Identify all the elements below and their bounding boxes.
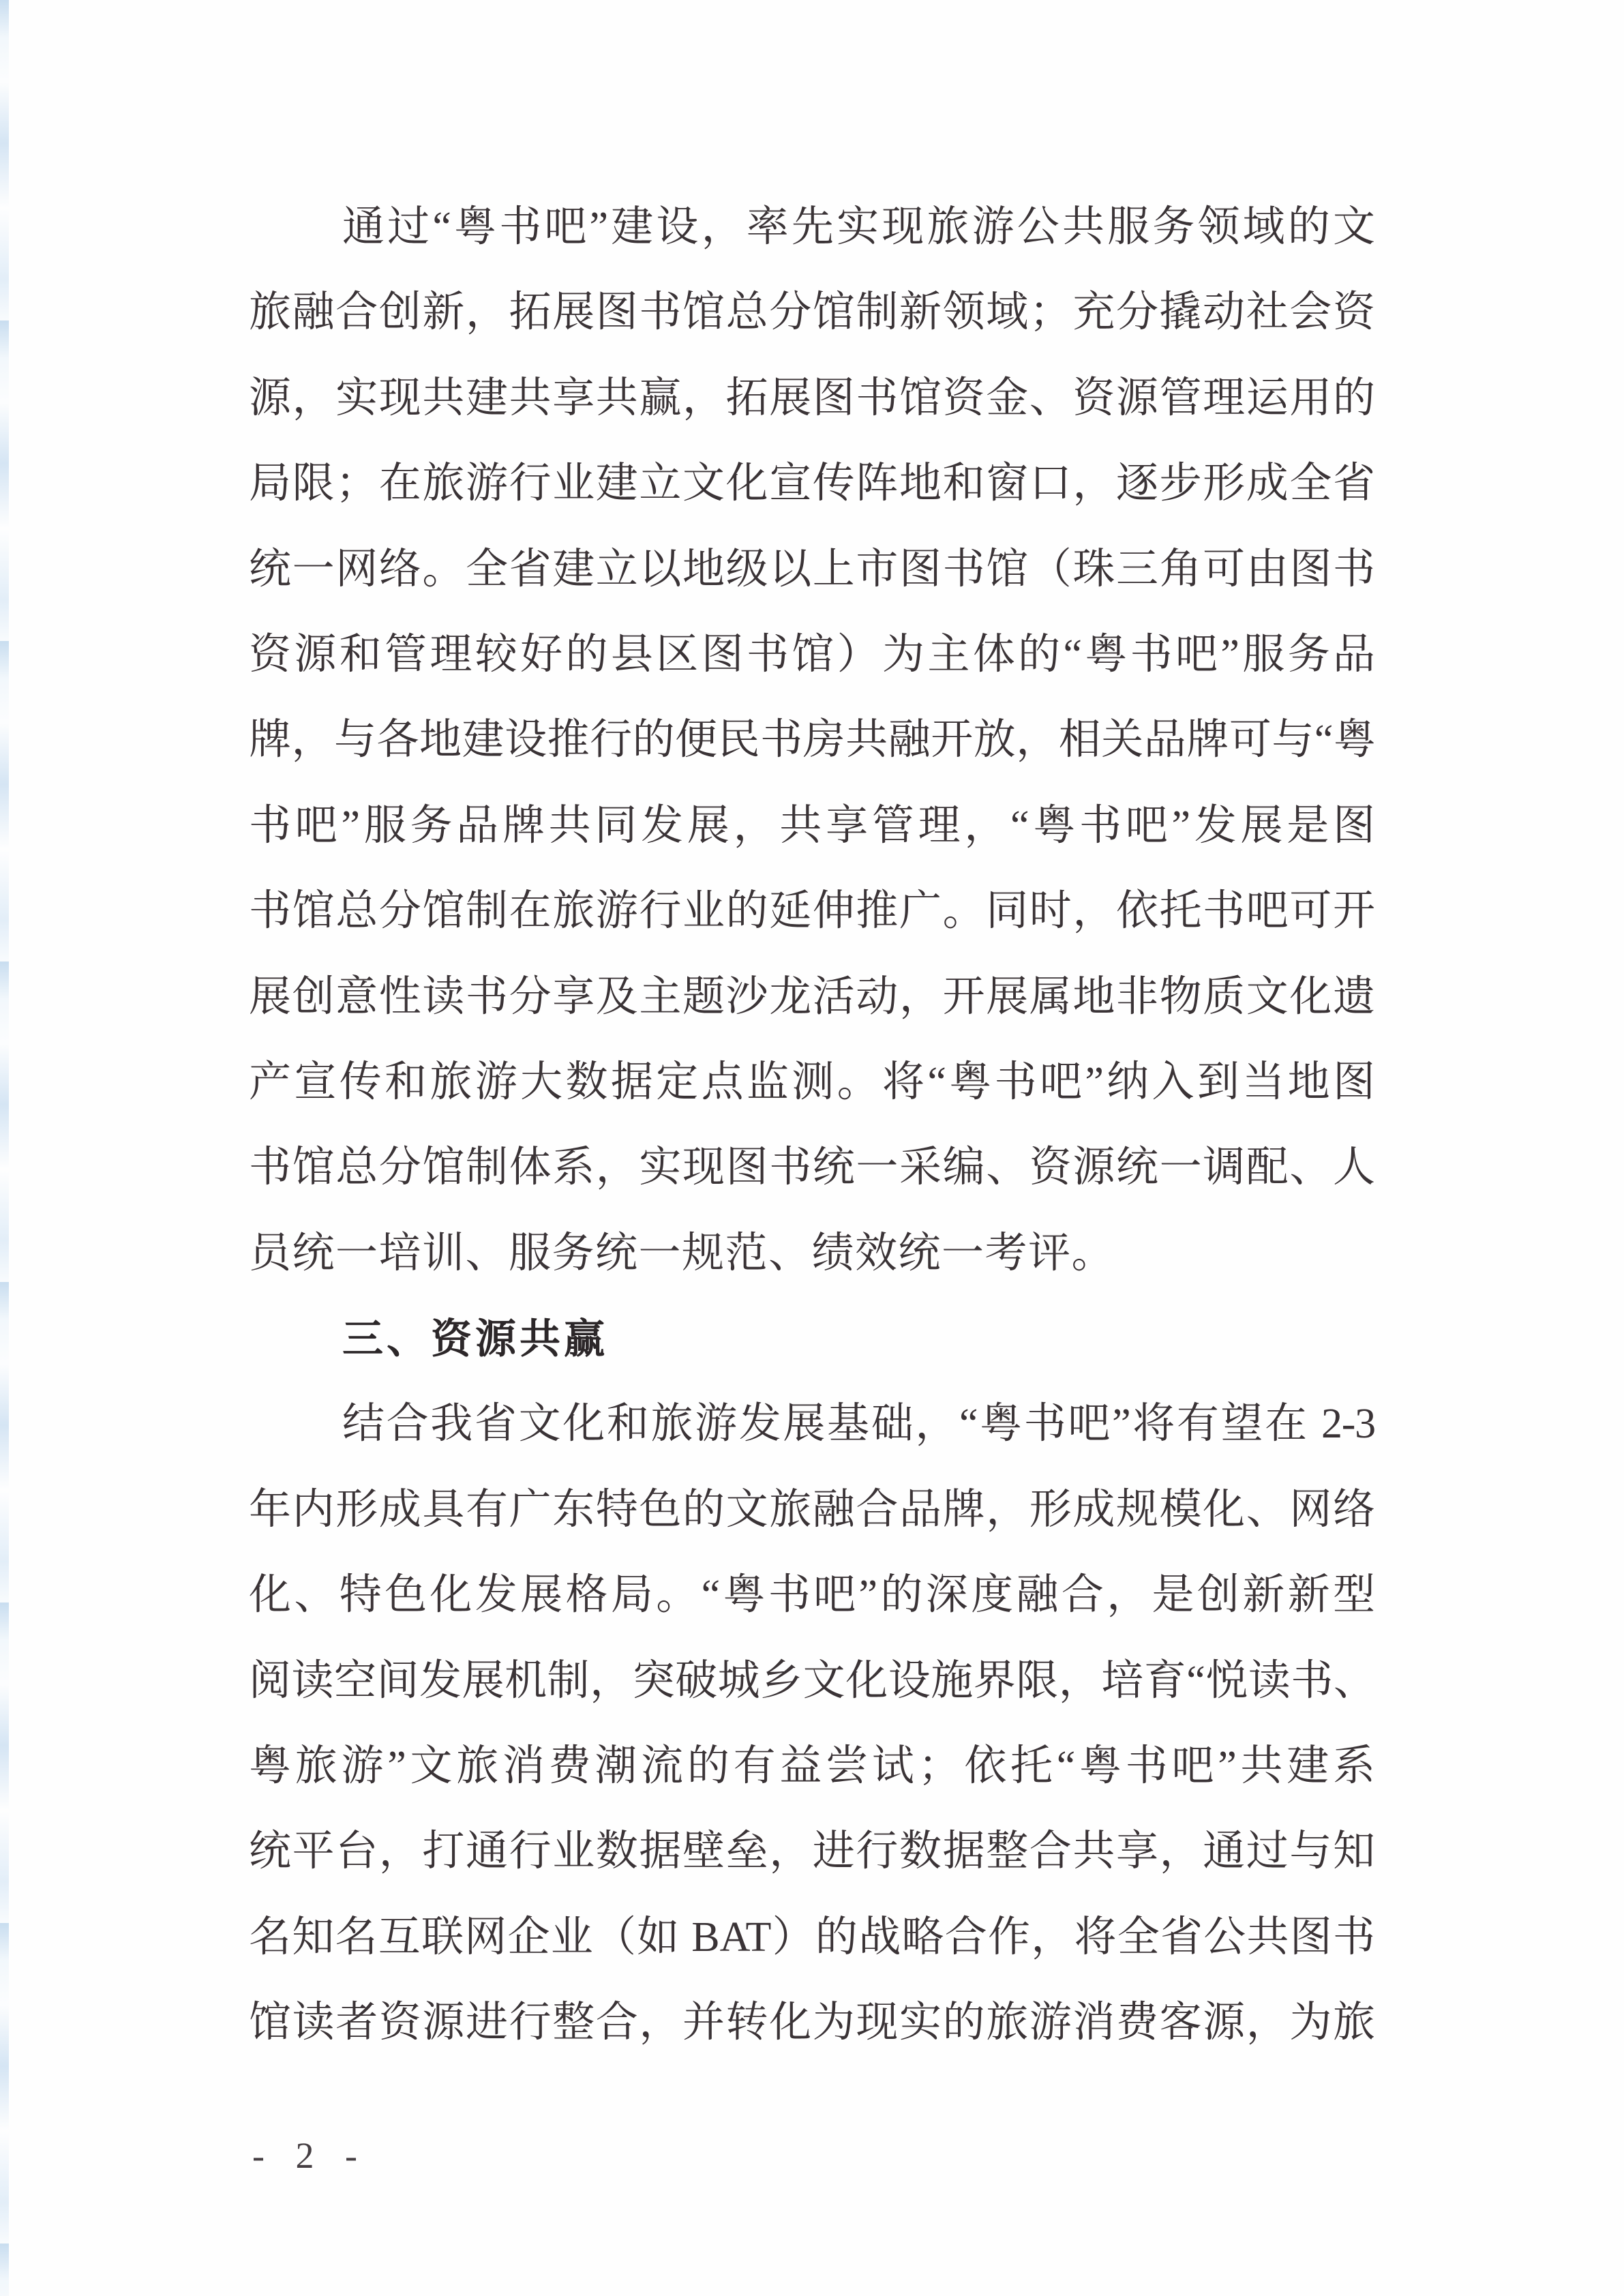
text-line: 阅读空间发展机制，突破城乡文化设施界限，培育“悦读书、 (249, 1657, 1375, 1704)
page-number: - 2 - (252, 2135, 368, 2176)
text-line: 名知名互联网企业（如 BAT）的战略合作，将全省公共图书 (249, 1913, 1375, 1960)
text-line: 馆读者资源进行整合，并转化为现实的旅游消费客源，为旅 (249, 1999, 1375, 2046)
text-line: 化、特色化发展格局。“粤书吧”的深度融合，是创新新型 (249, 1572, 1375, 1619)
text-line: 源，实现共建共享共赢，拓展图书馆资金、资源管理运用的 (249, 374, 1375, 421)
text-line: 员统一培训、服务统一规范、绩效统一考评。 (249, 1229, 1115, 1277)
text-line: 结合我省文化和旅游发展基础，“粤书吧”将有望在 2-3 (342, 1401, 1375, 1448)
text-line: 书馆总分馆制在旅游行业的延伸推广。同时，依托书吧可开 (249, 888, 1375, 935)
text-line: 统平台，打通行业数据壁垒，进行数据整合共享，通过与知 (249, 1828, 1375, 1875)
section-heading: 三、资源共赢 (342, 1316, 608, 1362)
text-line: 统一网络。全省建立以地级以上市图书馆（珠三角可由图书 (249, 546, 1375, 593)
text-line: 资源和管理较好的县区图书馆）为主体的“粤书吧”服务品 (249, 631, 1375, 678)
text-line: 书吧”服务品牌共同发展，共享管理，“粤书吧”发展是图 (249, 802, 1375, 849)
text-line: 旅融合创新，拓展图书馆总分馆制新领域；充分撬动社会资 (249, 289, 1375, 336)
scan-edge-artifact (0, 0, 9, 2296)
text-line: 通过“粤书吧”建设，率先实现旅游公共服务领域的文 (342, 204, 1375, 250)
text-line: 书馆总分馆制体系，实现图书统一采编、资源统一调配、人 (249, 1144, 1375, 1191)
text-line: 牌，与各地建设推行的便民书房共融开放，相关品牌可与“粤 (249, 717, 1375, 764)
text-line: 局限；在旅游行业建立文化宣传阵地和窗口，逐步形成全省 (249, 460, 1375, 507)
document-body (249, 185, 1375, 2066)
text-line: 产宣传和旅游大数据定点监测。将“粤书吧”纳入到当地图 (249, 1058, 1375, 1105)
text-line: 年内形成具有广东特色的文旅融合品牌，形成规模化、网络 (249, 1486, 1375, 1533)
text-line: 粤旅游”文旅消费潮流的有益尝试；依托“粤书吧”共建系 (249, 1743, 1375, 1790)
text-line: 展创意性读书分享及主题沙龙活动，开展属地非物质文化遗 (249, 973, 1375, 1020)
